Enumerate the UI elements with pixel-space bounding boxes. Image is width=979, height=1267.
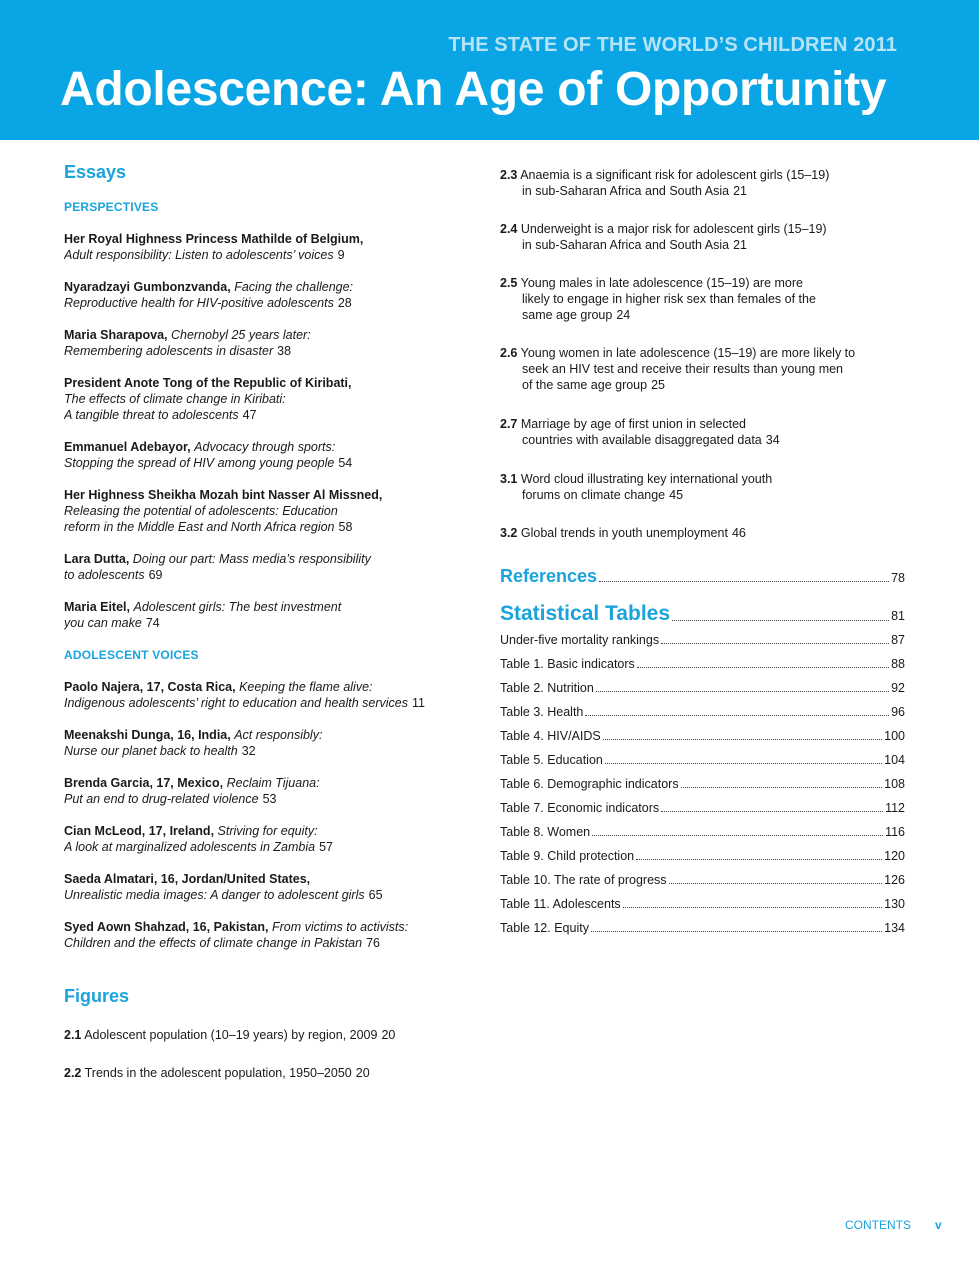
entry-first-line [64,871,470,887]
entry-first-line [64,727,470,743]
references-heading: References [500,566,598,586]
entry-last-line [500,680,905,696]
essay-entry[interactable] [64,279,470,311]
entry-text: Table 5. Education [500,753,603,767]
figure-text: Young males in late adolescence (15–19) are more [520,276,803,290]
essay-title: Adolescent girls: The best investment [133,600,342,614]
essay-entry[interactable] [64,871,470,903]
leader-dots [661,811,883,812]
essay-entry[interactable] [64,919,470,951]
entry-text: Table 12. Equity [500,921,589,935]
entry-page: 112 [885,801,905,815]
entry-text: Trends in the adolescent population, 1950–2050 [84,1066,352,1080]
entry-last-line [500,872,905,888]
figure-entry[interactable] [500,525,905,541]
entry-last-line [64,519,470,535]
figure-entry[interactable] [64,1065,470,1081]
entry-text: Children and the effects of climate change in Pakistan [64,936,363,950]
essay-title: Advocacy through sports: [194,440,336,454]
essay-author: Her Royal Highness Princess Mathilde of Belgium, [64,232,364,246]
leader-dots [636,859,882,860]
essay-author: President Anote Tong of the Republic of Kiribati, [64,376,352,390]
figure-text: Underweight is a major risk for adolescent girls (15–19) [520,222,827,236]
entry-last-line [500,896,905,912]
entry-page: 116 [885,825,905,839]
essay-entry[interactable] [64,551,470,583]
leader-dots [637,667,889,668]
essay-title: Act responsibly: [234,728,323,742]
entry-page: 45 [669,488,684,502]
figure-entry[interactable] [500,416,905,448]
entry-page: 38 [277,344,292,358]
figure-number: 2.7 [500,417,518,431]
entry-first-line [64,327,470,343]
entry-page: 87 [891,633,905,647]
entry-last-line [500,632,905,648]
essay-entry[interactable] [64,439,470,471]
entry-page: 126 [884,873,905,887]
entry-last-line [64,1027,470,1043]
entry-text: in sub-Saharan Africa and South Asia [522,184,730,198]
entry-first-line [64,599,470,615]
entry-text: in sub-Saharan Africa and South Asia [522,238,730,252]
entry-page: 47 [242,408,257,422]
entry-text: to adolescents [64,568,145,582]
entry-last-line [500,848,905,864]
figure-line [500,416,905,432]
figure-number: 2.2 [64,1066,82,1080]
entry-page: 88 [891,657,905,671]
figure-text: likely to engage in higher risk sex than females of the [522,292,816,306]
entry-page: 20 [381,1028,396,1042]
entry-last-line [64,455,470,471]
statistical-table-row[interactable] [500,680,905,696]
essay-title: Reclaim Tijuana: [226,776,320,790]
entry-page: 21 [733,184,747,198]
entry-page: 108 [884,777,905,791]
entry-text: A look at marginalized adolescents in Zambia [64,840,316,854]
entry-page: 96 [891,705,905,719]
entry-page: 54 [338,456,353,470]
entry-page: 76 [366,936,380,950]
page-footer [845,1218,942,1232]
entry-last-line [500,432,905,448]
entry-last-line [500,824,905,840]
essay-title-line: Releasing the potential of adolescents: Education [64,504,338,518]
publication-kicker: THE STATE OF THE WORLD’S CHILDREN 2011 [448,34,897,56]
figure-number: 2.1 [64,1028,82,1042]
entry-text: Table 2. Nutrition [500,681,594,695]
essay-entry[interactable] [64,679,470,711]
essay-author: Brenda Garcia, 17, Mexico, [64,776,224,790]
entry-last-line [500,776,905,792]
entry-text: Adult responsibility: Listen to adolescents’ voices [64,248,334,262]
entry-last-line [500,525,905,541]
entry-last-line [500,307,905,323]
figure-entry[interactable] [500,167,905,199]
figure-line [500,345,905,361]
entry-page: 24 [616,308,631,322]
adolescent-voices-label: ADOLESCENT VOICES [64,648,199,662]
entry-page: 74 [145,616,160,630]
entry-page: 134 [884,921,905,935]
essay-title: Striving for equity: [217,824,318,838]
entry-last-line [500,704,905,720]
figure-text: Word cloud illustrating key international youth [520,472,773,486]
entry-text: Adolescent population (10–19 years) by region, 2009 [84,1028,378,1042]
entry-page: 65 [368,888,383,902]
figure-entry[interactable] [500,345,905,393]
figure-text: Young women in late adolescence (15–19) are more likely to [520,346,856,360]
leader-dots [592,835,883,836]
leader-dots [661,643,889,644]
statistical-tables-heading: Statistical Tables [500,602,671,625]
statistical-table-row[interactable] [500,728,905,744]
figure-line [500,275,905,291]
statistical-table-row[interactable] [500,896,905,912]
entry-page: 104 [884,753,905,767]
entry-last-line [64,743,470,759]
page-title: Adolescence: An Age of Opportunity [60,63,887,116]
entry-text: Stopping the spread of HIV among young people [64,456,335,470]
leader-dots [623,907,882,908]
entry-last-line [500,656,905,672]
entry-last-line [500,752,905,768]
leader-dots [681,787,883,788]
entry-text: Table 1. Basic indicators [500,657,635,671]
figure-number: 3.1 [500,472,518,486]
entry-last-line [64,407,470,423]
entry-text: Nurse our planet back to health [64,744,238,758]
entry-page: 92 [891,681,905,695]
entry-text: of the same age group [522,378,648,392]
leader-dots [596,691,889,692]
figure-entry[interactable] [500,471,905,503]
figure-line [500,291,905,307]
entry-last-line [500,487,905,503]
entry-page: 58 [338,520,353,534]
essay-author: Her Highness Sheikha Mozah bint Nasser Al Missned, [64,488,383,502]
essay-author: Paolo Najera, 17, Costa Rica, [64,680,236,694]
figure-number: 2.4 [500,222,518,236]
figure-text: Anaemia is a significant risk for adolescent girls (15–19) [520,168,830,182]
entry-page: 130 [884,897,905,911]
entry-last-line [500,728,905,744]
essay-entry[interactable] [64,775,470,807]
figure-line [500,221,905,237]
figure-number: 2.3 [500,168,518,182]
entry-first-line [64,775,470,791]
entry-text: Table 3. Health [500,705,584,719]
essay-title: Facing the challenge: [234,280,354,294]
references-entry[interactable] [500,566,905,587]
entry-page: 21 [733,238,747,252]
figure-line [500,167,905,183]
entry-first-line [64,919,470,935]
footer-section-label: CONTENTS [845,1218,911,1232]
statistical-table-row[interactable] [500,872,905,888]
essay-entry[interactable] [64,727,470,759]
figure-line [500,471,905,487]
essay-author: Syed Aown Shahzad, 16, Pakistan, [64,920,269,934]
essay-author: Lara Dutta, [64,552,130,566]
statistical-tables-page: 81 [891,609,905,623]
statistical-table-row[interactable] [500,704,905,720]
leader-dots [605,763,882,764]
entry-first-line [64,375,470,391]
entry-last-line [64,295,470,311]
entry-last-line [500,183,905,199]
entry-text: Table 4. HIV/AIDS [500,729,601,743]
figure-text: Marriage by age of first union in selected [520,417,746,431]
statistical-table-row[interactable] [500,752,905,768]
essay-entry[interactable] [64,823,470,855]
entry-text: Reproductive health for HIV-positive adolescents [64,296,334,310]
entry-page: 9 [337,248,345,262]
entry-page: 57 [319,840,333,854]
entry-page: 32 [241,744,256,758]
entry-last-line [64,791,470,807]
perspectives-label: PERSPECTIVES [64,200,159,214]
figure-number: 3.2 [500,526,518,540]
figure-entry[interactable] [500,275,905,323]
figure-entry[interactable] [64,1027,470,1043]
essay-title: Chernobyl 25 years later: [171,328,311,342]
entry-text: forums on climate change [522,488,666,502]
entry-last-line [64,1065,470,1081]
entry-last-line [500,377,905,393]
figure-text: seek an HIV test and receive their results than young men [522,362,844,376]
entry-first-line [64,279,470,295]
entry-text: Indigenous adolescents’ right to education and health services [64,696,408,710]
entry-text: Table 7. Economic indicators [500,801,660,815]
entry-text: Under-five mortality rankings [500,633,660,647]
entry-first-line [64,439,470,455]
entry-last-line [64,887,470,903]
statistical-table-row[interactable] [500,656,905,672]
entry-last-line [64,695,470,711]
entry-text: countries with available disaggregated data [522,433,762,447]
entry-first-line [64,551,470,567]
entry-page: 46 [731,526,746,540]
statistical-table-row[interactable] [500,824,905,840]
entry-page: 11 [411,696,425,710]
essay-author: Nyaradzayi Gumbonzvanda, [64,280,231,294]
statistical-table-row[interactable] [500,800,905,816]
entry-last-line [64,935,470,951]
essay-entry[interactable] [64,487,470,535]
references-page: 78 [891,571,905,585]
entry-text: A tangible threat to adolescents [64,408,239,422]
entry-first-line [64,231,470,247]
essay-author: Emmanuel Adebayor, [64,440,191,454]
statistical-table-row[interactable] [500,632,905,648]
entry-text: Put an end to drug-related violence [64,792,259,806]
entry-page: 34 [765,433,780,447]
entry-last-line [64,247,470,263]
entry-first-line [64,823,470,839]
essay-entry[interactable] [64,327,470,359]
entry-page: 53 [262,792,277,806]
entry-first-line [64,487,470,503]
figures-heading: Figures [64,986,130,1006]
entry-page: 120 [884,849,905,863]
header-banner [0,0,979,140]
entry-text: Table 11. Adolescents [500,897,621,911]
entry-last-line [64,615,470,631]
statistical-table-row[interactable] [500,848,905,864]
essay-title: Keeping the flame alive: [239,680,373,694]
figure-number: 2.5 [500,276,518,290]
essay-title: Doing our part: Mass media’s responsibility [132,552,371,566]
entry-text: Table 6. Demographic indicators [500,777,679,791]
figure-line [500,361,905,377]
statistical-table-row[interactable] [500,776,905,792]
entry-page: 20 [355,1066,370,1080]
essay-title-line: The effects of climate change in Kiribati: [64,392,286,406]
figure-number: 2.6 [500,346,518,360]
essay-author: Saeda Almatari, 16, Jordan/United States, [64,872,311,886]
leader-dots [591,931,882,932]
essays-heading: Essays [64,162,127,182]
essay-entry[interactable] [64,599,470,631]
leader-dots [672,620,889,621]
leader-dots [585,715,889,716]
entry-page: 100 [884,729,905,743]
essay-entry[interactable] [64,375,470,423]
essay-author: Meenakshi Dunga, 16, India, [64,728,231,742]
entry-last-line [64,343,470,359]
entry-last-line [64,839,470,855]
entry-page: 69 [148,568,163,582]
entry-text: Table 9. Child protection [500,849,635,863]
entry-last-line [500,920,905,936]
entry-text: Table 10. The rate of progress [500,873,667,887]
leader-dots [669,883,883,884]
essay-title: From victims to activists: [271,920,409,934]
figure-entry[interactable] [500,221,905,253]
entry-text: Global trends in youth unemployment [520,526,728,540]
entry-page: 25 [651,378,665,392]
statistical-table-row[interactable] [500,920,905,936]
essay-author: Maria Sharapova, [64,328,168,342]
page-number: v [935,1218,942,1232]
leader-dots [599,581,889,582]
essay-entry[interactable] [64,231,470,263]
essay-author: Maria Eitel, [64,600,130,614]
essay-author: Cian McLeod, 17, Ireland, [64,824,215,838]
entry-last-line [64,567,470,583]
statistical-tables-entry[interactable] [500,602,905,626]
entry-first-line [64,679,470,695]
entry-text: Table 8. Women [500,825,591,839]
entry-text: you can make [64,616,142,630]
leader-dots [603,739,882,740]
entry-text: same age group [522,308,613,322]
entry-last-line [500,800,905,816]
entry-last-line [500,237,905,253]
entry-page: 28 [337,296,352,310]
entry-text: reform in the Middle East and North Africa region [64,520,335,534]
entry-text: Unrealistic media images: A danger to adolescent girls [64,888,365,902]
entry-text: Remembering adolescents in disaster [64,344,274,358]
